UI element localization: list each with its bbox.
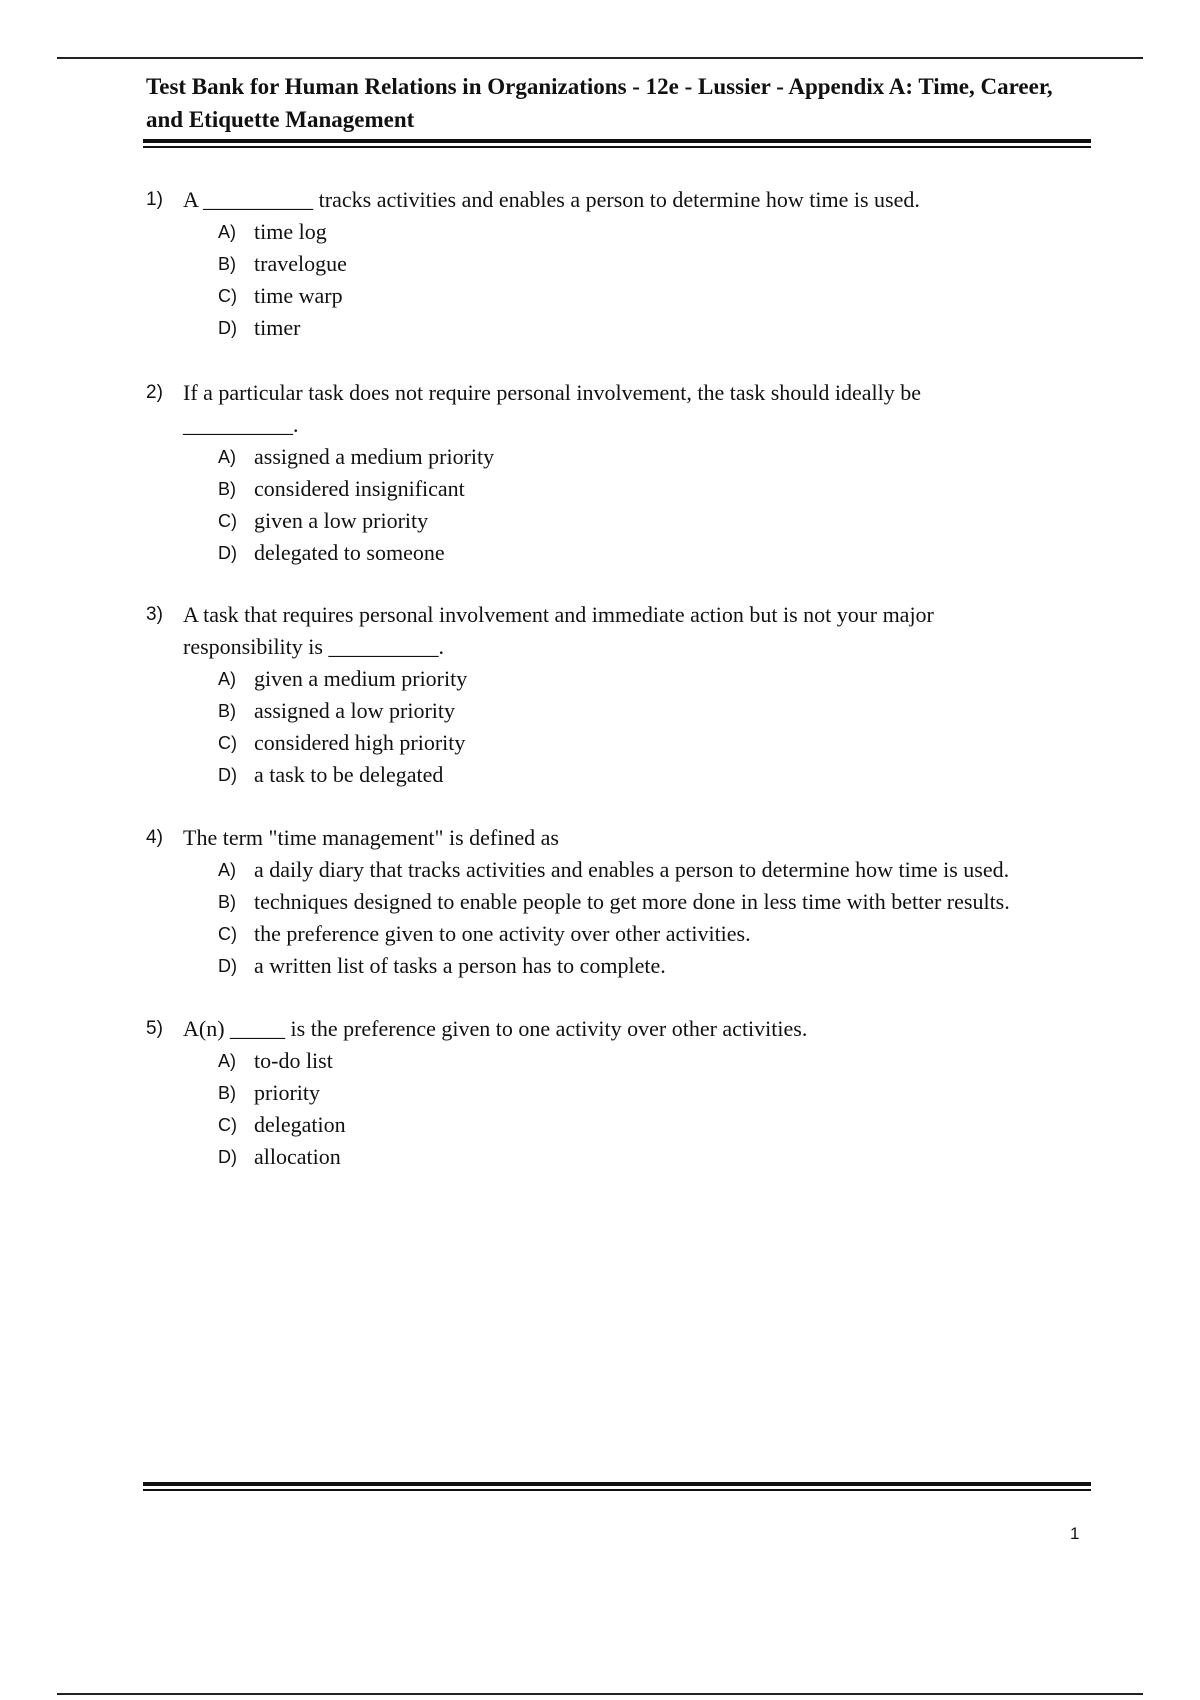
option-list xyxy=(146,216,1106,344)
option-text: time log xyxy=(254,219,327,244)
question-4 xyxy=(146,822,1106,982)
page-bottom-rule xyxy=(57,1693,1143,1695)
question-text: The term "time management" is defined as xyxy=(183,825,559,850)
option-c xyxy=(146,1109,1106,1141)
option-letter: B) xyxy=(218,701,236,721)
option-list xyxy=(146,441,1106,569)
option-letter: C) xyxy=(218,733,237,753)
option-text: given a medium priority xyxy=(254,666,468,691)
option-list xyxy=(146,854,1106,982)
question-text: A __________ tracks activities and enables a person to determine how time is used. xyxy=(183,187,920,212)
question-1 xyxy=(146,184,1106,344)
option-text: techniques designed to enable people to get more done in less time with better results. xyxy=(254,889,1010,914)
option-d xyxy=(146,537,1106,569)
option-b xyxy=(146,886,1106,918)
option-text: a written list of tasks a person has to complete. xyxy=(254,953,666,978)
option-b xyxy=(146,248,1106,280)
option-letter: A) xyxy=(218,860,236,880)
option-letter: A) xyxy=(218,1051,236,1071)
option-letter: D) xyxy=(218,543,237,563)
option-letter: B) xyxy=(218,892,236,912)
option-text: delegated to someone xyxy=(254,540,445,565)
question-number: 3) xyxy=(146,604,163,625)
option-letter: D) xyxy=(218,318,237,338)
option-b xyxy=(146,473,1106,505)
header-double-rule xyxy=(143,139,1091,148)
option-a xyxy=(146,441,1106,473)
option-c xyxy=(146,280,1106,312)
option-d xyxy=(146,312,1106,344)
option-text: considered high priority xyxy=(254,730,466,755)
option-c xyxy=(146,727,1106,759)
option-d xyxy=(146,759,1106,791)
option-text: the preference given to one activity over other activities. xyxy=(254,921,751,946)
option-letter: C) xyxy=(218,286,237,306)
option-text: delegation xyxy=(254,1112,346,1137)
question-number: 2) xyxy=(146,382,163,403)
option-letter: D) xyxy=(218,765,237,785)
option-text: allocation xyxy=(254,1144,341,1169)
option-a xyxy=(146,663,1106,695)
option-c xyxy=(146,505,1106,537)
footer-double-rule xyxy=(143,1482,1091,1491)
question-number: 5) xyxy=(146,1018,163,1039)
option-text: considered insignificant xyxy=(254,476,465,501)
option-text: to-do list xyxy=(254,1048,333,1073)
option-b xyxy=(146,695,1106,727)
option-letter: D) xyxy=(218,956,237,976)
option-text: a task to be delegated xyxy=(254,762,444,787)
option-text: travelogue xyxy=(254,251,347,276)
option-letter: C) xyxy=(218,1115,237,1135)
question-stem xyxy=(146,377,1106,441)
option-text: time warp xyxy=(254,283,343,308)
option-a xyxy=(146,854,1106,886)
question-stem xyxy=(146,1013,1106,1045)
option-d xyxy=(146,1141,1106,1173)
option-letter: D) xyxy=(218,1147,237,1167)
option-letter: B) xyxy=(218,254,236,274)
question-stem xyxy=(146,599,1106,663)
option-letter: C) xyxy=(218,511,237,531)
option-text: assigned a low priority xyxy=(254,698,456,723)
option-letter: A) xyxy=(218,669,236,689)
page-number: 1 xyxy=(1070,1524,1080,1543)
page-top-rule xyxy=(57,57,1143,59)
option-text: timer xyxy=(254,315,301,340)
question-stem xyxy=(146,822,1106,854)
option-letter: A) xyxy=(218,222,236,242)
option-list xyxy=(146,1045,1106,1173)
option-letter: C) xyxy=(218,924,237,944)
option-text: a daily diary that tracks activities and enables a person to determine how time is used. xyxy=(254,857,1010,882)
question-2 xyxy=(146,377,1106,569)
option-text: assigned a medium priority xyxy=(254,444,495,469)
option-letter: B) xyxy=(218,479,236,499)
question-number: 1) xyxy=(146,189,163,210)
option-d xyxy=(146,950,1106,982)
option-a xyxy=(146,1045,1106,1077)
option-letter: A) xyxy=(218,447,236,467)
question-3 xyxy=(146,599,1106,791)
option-c xyxy=(146,918,1106,950)
document-title: Test Bank for Human Relations in Organizations - 12e - Lussier - Appendix A: Time, Career, and Etiquette Management xyxy=(146,74,1053,132)
question-text: A(n) _____ is the preference given to one activity over other activities. xyxy=(183,1016,808,1041)
question-text: If a particular task does not require personal involvement, the task should ideally be __________. xyxy=(183,380,921,437)
option-letter: B) xyxy=(218,1083,236,1103)
option-list xyxy=(146,663,1106,791)
question-number: 4) xyxy=(146,827,163,848)
option-b xyxy=(146,1077,1106,1109)
question-text: A task that requires personal involvement and immediate action but is not your major responsibility is __________. xyxy=(183,602,934,659)
option-a xyxy=(146,216,1106,248)
question-5 xyxy=(146,1013,1106,1173)
question-stem xyxy=(146,184,1106,216)
option-text: given a low priority xyxy=(254,508,429,533)
option-text: priority xyxy=(254,1080,320,1105)
